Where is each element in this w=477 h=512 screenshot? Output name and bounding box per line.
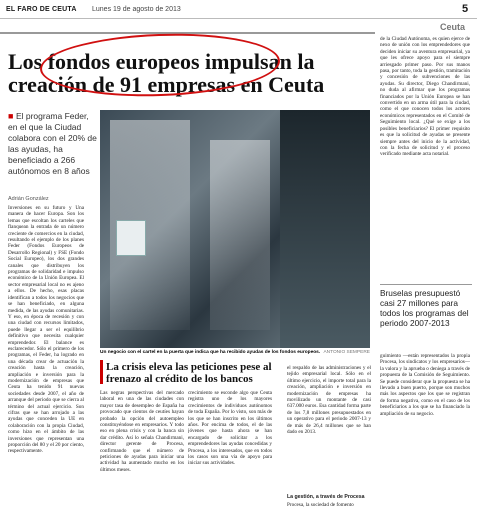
subheadline xyxy=(8,111,98,177)
subheadline-text: El programa Feder, en el que la Ciudad colabora con el 20% de las ayudas, ha beneficiado a 266 autónomos en 8 años xyxy=(8,111,97,176)
column-4-continued: Procesa, la sociedad de fomento xyxy=(287,502,354,508)
body-column-3: crecimiento se esconde algo que Ceuta registra uno de los mayores crecimientos de individuos autónomos de toda España. Por lo visto, son más de los que se han inscrito en los últimos años. Por encima de todos, el de las jóvenes que hasta ahora se han encargado de solicitar a los emprendedores las ayudas concedidas y Procesa, a los interesados, que en todos los casos son una vía de apoyo para iniciar sus actividades. xyxy=(188,390,272,467)
publication-name: EL FARO DE CEUTA xyxy=(6,6,77,13)
body-column-4: el respaldo de las administraciones y el tejido empresarial local. Sólo en el último ejercicio, el importe total para la creación, ampliación e inversión en modernización de empresas ha movilizado un montante de casi 637.000 euros. Esa cantidad forma parte de los 7,8 millones presupuestados en un operativo para el periodo 2007-13 y de más de 26,4 millones que se han dado en 2013. xyxy=(287,365,371,436)
body-column-2: Las negras perspectivas del mercado laboral en una de las ciudades con mayor tasa de desempleo de España ha provocado que cientos de ceutíes hayan probado la opción del autoempleo constituyéndose en empresarios. Y todo eso en plena crisis y con la banca sin dar crédito. Así lo señala Chandirmani, director gerente de Procesa, confirmando que el número de peticiones de ayudas para iniciar una actividad ha aumentado mucho en los últimos meses. xyxy=(100,390,184,473)
pull-quote-rule xyxy=(380,284,472,285)
photo-caption-text: Un negocio con el cartel en la puerta que indica que ha recibido ayudas de los fondos europeos. xyxy=(100,350,321,355)
issue-date: Lunes 19 de agosto de 2013 xyxy=(92,6,181,13)
photo-caption xyxy=(100,350,370,355)
photo-credit: ANTONIO SEMPERE xyxy=(323,350,370,355)
secondary-headline: La crisis eleva las peticiones pese al frenazo al crédito de los bancos xyxy=(106,361,272,385)
right-column-text-2: guimiento —están representados la propia Procesa, los sindicatos y los empresarios— la valora y la aprueba o deniega a través de propuesta de la Comisión de Seguimiento. Se puede considerar que la propuesta se ha llevado a buen puerto, porque son muchos más los aspectos que los que se registran de forma negativa, como en el caso de los beneficiarios a los que se ha financiado la ampliación de su negocio. xyxy=(380,353,470,417)
pull-quote xyxy=(380,288,472,328)
body-column-1: Inversiones en su futuro y Una manera de hacer Europa. Son los lemas que escoltan los carteles que flanquean la entrada de un número creciente de comercios en la ciudad, resultando el ejemplo de los planes Feder (Fondos Europeos de Desarrollo Regional) y FSE (Fondo Social Europeo), los dos grandes canales que distribuyen los programas de solidaridad e impulso económico de la Unión Europea. El sector empresarial local no es ajeno a ellos. De hecho, esas placas identifican a todos los negocios que se han beneficiado, en alguna medida, de las ayudas comunitarias. Y eso, en época de recesión y con una ciudad con recursos limitados, puede llegar a ser el equilibrio definitivo que necesita cualquier emprendedor. El balance es esclarecedor. Sólo el primero de los programas, el Feder, ha logrado en una década crear de actuación la creación hasta la creación, ampliación e inversión para la modernización de empresas que Ceuta ha tenido 91 nuevas sociedades desde 2007, el año de arranque del periodo que se cierra al término del actual ejercicio. Son cifras que se han arrojado a las ayudas que conceden la UE en colaboración con la propia Ciudad, como hizo en el ámbito de las inversiones que representan una proporción del 80 y el 20 por ciento, respectivamente. xyxy=(8,205,84,455)
masthead-bar xyxy=(0,0,477,19)
byline: Adrián González xyxy=(8,196,49,202)
headline-line-1: Los fondos europeos impulsan la xyxy=(8,49,315,74)
eu-sticker xyxy=(116,220,146,256)
right-column-text: de la Ciudad Autónoma, es quien ejerce de nexo de unión con los emprendedores que deciden iniciar su aventura empresarial, ya que les ofrece apoyo para el siempre arriesgado primer paso. Por sus manos pasa, por tanto, toda la gestión, tramitación y concesión de subvenciones de las ayudas. Su director, Diego Chandirmani, no duda al afirmar que los programas financiados por la Unión Europea se han convertido en un arma útil para la ciudad, como el que conocen todos los actores económicos representados en el Comité de Seguimiento local. ¿Qué se exige a los posibles beneficiarios? El primer requisito es que la solicitud de ayudas se presente siempre antes del inicio de la actividad, con la fecha de solicitud y el proceso verificado mediante acta notarial. xyxy=(380,36,470,158)
pull-quote-text: Bruselas presupuestó casi 27 millones para todos los programas del periodo 2007-2013 xyxy=(380,288,469,328)
page-number: 5 xyxy=(462,3,469,15)
storefront-photo xyxy=(100,110,370,348)
headline-line-2: creación de 91 empresas en Ceuta xyxy=(8,72,325,97)
midhead-accent xyxy=(100,360,103,384)
photo-glass-panel xyxy=(210,140,270,330)
section-tag: Ceuta xyxy=(440,22,466,32)
photo-door-frame xyxy=(280,110,370,348)
column-4-subheading: La gestión, a través de Procesa xyxy=(287,494,365,500)
bullet-icon: ■ xyxy=(8,111,16,121)
